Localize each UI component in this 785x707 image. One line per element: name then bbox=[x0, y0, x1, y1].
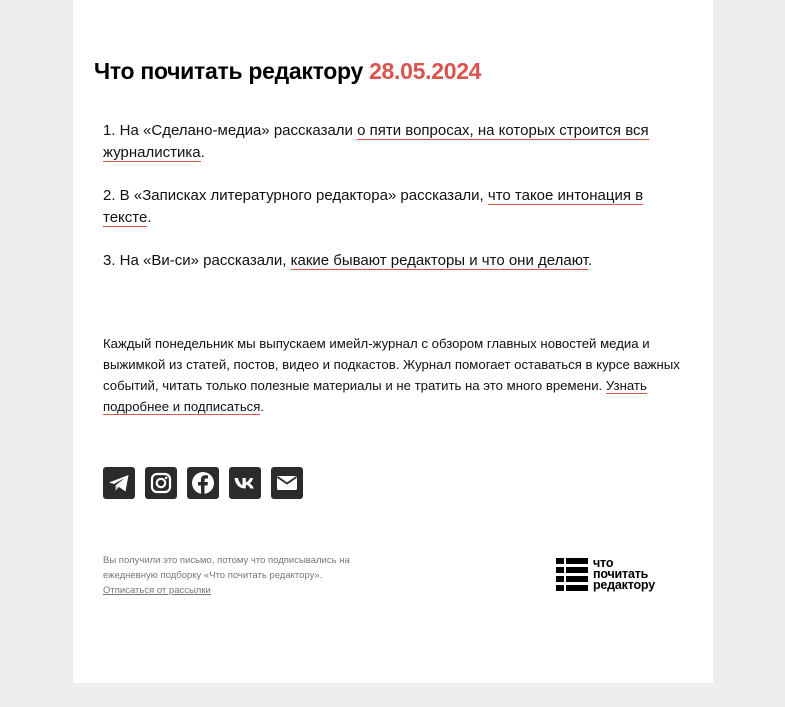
logo-line: редактору bbox=[593, 578, 655, 592]
footer-note bbox=[103, 553, 393, 598]
list-item bbox=[103, 120, 683, 164]
logo-mark-icon bbox=[556, 558, 588, 592]
title-text: Что почитать редактору bbox=[94, 58, 363, 84]
item-text: 2. В «Записках литературного редактора» рассказали, bbox=[103, 187, 488, 204]
list-item bbox=[103, 185, 683, 229]
social-links bbox=[103, 467, 303, 499]
footer-text: Вы получили это письмо, потому что подписывались на ежедневную подборку «Что почитать редактору». bbox=[103, 555, 350, 581]
intro-text: Каждый понедельник мы выпускаем имейл-журнал с обзором главных новостей медиа и выжимкой из статей, постов, видео и подкастов. Журнал помогает оставаться в курсе важных событий, читать только полезные материалы и не тратить на это много времени. bbox=[103, 336, 680, 393]
facebook-icon[interactable] bbox=[187, 467, 219, 499]
telegram-icon[interactable] bbox=[103, 467, 135, 499]
logo-line: почитать bbox=[593, 567, 649, 581]
article-link[interactable]: о пяти вопросах, на которых строится вся журналистика bbox=[103, 122, 649, 161]
logo-line: что bbox=[593, 556, 614, 570]
email-icon[interactable] bbox=[271, 467, 303, 499]
brand-logo bbox=[556, 558, 655, 592]
instagram-icon[interactable] bbox=[145, 467, 177, 499]
item-text: 1. На «Сделано-медиа» рассказали bbox=[103, 122, 358, 139]
unsubscribe-link[interactable]: Отписаться от рассылки bbox=[103, 585, 211, 596]
email-title bbox=[94, 58, 481, 85]
article-link[interactable]: какие бывают редакторы и что они делают bbox=[290, 252, 588, 269]
article-list bbox=[103, 120, 683, 293]
newsletter-description bbox=[103, 333, 693, 417]
list-item bbox=[103, 250, 683, 272]
item-suffix: . bbox=[147, 209, 152, 226]
title-date: 28.05.2024 bbox=[369, 58, 482, 84]
email-card bbox=[73, 0, 713, 683]
article-link[interactable]: что такое интонация в тексте bbox=[103, 187, 644, 226]
subscribe-link[interactable]: Узнать подробнее и подписаться bbox=[103, 378, 647, 414]
item-text: 3. На «Ви-си» рассказали, bbox=[103, 252, 291, 269]
item-suffix: . bbox=[587, 252, 592, 269]
intro-suffix: . bbox=[260, 399, 265, 414]
vk-icon[interactable] bbox=[229, 467, 261, 499]
logo-text bbox=[593, 558, 655, 591]
item-suffix: . bbox=[200, 144, 205, 161]
